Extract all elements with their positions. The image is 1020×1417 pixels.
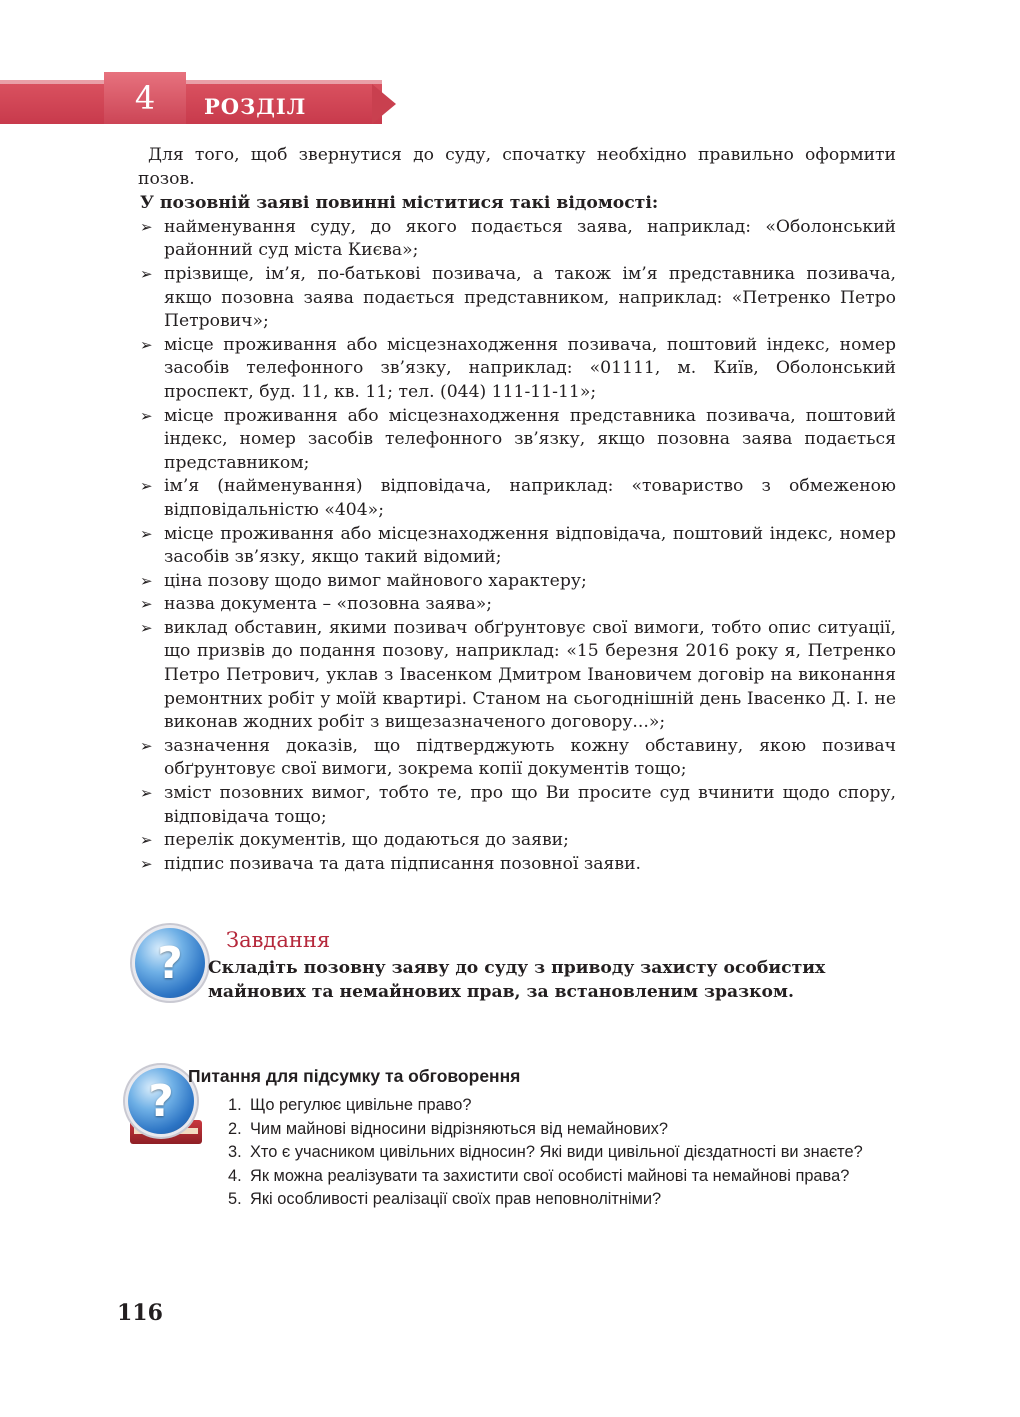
- list-item: ➢ місце проживання або місцезнаходження відповідача, поштовий індекс, номер засобів зв’язку, якщо такий відомий;: [140, 523, 896, 568]
- arrow-bullet-icon: ➢: [140, 618, 153, 637]
- arrow-bullet-icon: ➢: [140, 406, 153, 425]
- question-globe-on-book-icon: ?: [128, 1068, 194, 1134]
- question-item: [228, 1141, 888, 1165]
- task-text: Складіть позовну заяву до суду з приводу захисту особистих майнових та немайнових прав, за встановленим зразком.: [208, 958, 826, 1002]
- question-number: 5.: [228, 1190, 242, 1209]
- intro-paragraph: Для того, щоб звернутися до суду, спочатку необхідно правильно оформити позов.: [138, 145, 896, 189]
- requirements-list: [138, 216, 896, 877]
- arrow-bullet-icon: ➢: [140, 736, 153, 755]
- chapter-ribbon: [0, 84, 382, 124]
- question-number: 2.: [228, 1119, 242, 1138]
- arrow-bullet-icon: ➢: [140, 264, 153, 283]
- list-item: ➢ прізвище, ім’я, по-батькові позивача, а також ім’я представника позивача, якщо позовна заява подається представником, наприклад: «Петренко Петро Петрович»;: [140, 263, 896, 332]
- chapter-number: 4: [134, 79, 156, 117]
- questions-title: Питання для підсумку та обговорення: [188, 1066, 521, 1086]
- arrow-bullet-icon: ➢: [140, 784, 153, 803]
- list-item: ➢ зміст позовних вимог, тобто те, про що Ви просите суд вчинити щодо спору, відповідача тощо;: [140, 783, 896, 827]
- question-number: 4.: [228, 1166, 242, 1185]
- arrow-bullet-icon: ➢: [140, 477, 153, 496]
- list-item: ➢ виклад обставин, якими позивач обґрунтовує свої вимоги, тобто опис ситуації, що призвів до подання позову, наприклад: «15 березня 2016 року я, Петренко Петро Петрович, уклав з Івасенком Дмитром Івановичем договір на виконання ремонтних робіт у моїй квартирі. Станом на сьогоднішній день Івасенко Д. І. не виконав жодних робіт з вищезазначеного договору...»;: [140, 617, 896, 733]
- arrow-bullet-icon: ➢: [140, 524, 153, 543]
- question-item: [228, 1165, 888, 1189]
- list-item: ➢ назва документа – «позовна заява»;: [138, 593, 896, 617]
- arrow-bullet-icon: ➢: [140, 854, 153, 873]
- list-item: ➢ найменування суду, до якого подається заява, наприклад: «Оболонський районний суд міста Києва»;: [140, 216, 896, 261]
- arrow-bullet-icon: ➢: [140, 595, 153, 614]
- question-text: Чим майнові відносини відрізняються від немайнових?: [250, 1119, 668, 1138]
- arrow-bullet-icon: ➢: [140, 335, 153, 354]
- question-number: 3.: [228, 1143, 242, 1162]
- question-item: [228, 1188, 888, 1212]
- list-item: ➢ ціна позову щодо вимог майнового характеру;: [138, 570, 896, 594]
- question-text: Що регулює цивільне право?: [250, 1096, 472, 1114]
- list-item: ➢ підпис позивача та дата підписання позовної заяви.: [138, 853, 896, 877]
- list-item: ➢ перелік документів, що додаються до заяви;: [138, 829, 896, 853]
- arrow-bullet-icon: ➢: [140, 831, 153, 850]
- list-item: ➢ місце проживання або місцезнаходження позивача, поштовий індекс, номер засобів телефонного зв’язку, наприклад: «01111, м. Київ, Оболонський проспект, буд. 11, кв. 11; тел. (044) 111-11-11»;: [140, 334, 896, 402]
- question-globe-icon: ?: [135, 928, 205, 998]
- task-title: Завдання: [226, 928, 331, 952]
- list-item: ➢ зазначення доказів, що підтверджують кожну обставину, якою позивач обґрунтовує свої вимоги, зокрема копії документів тощо;: [140, 735, 896, 780]
- list-item: ➢ місце проживання або місцезнаходження представника позивача, поштовий індекс, номер засобів телефонного зв’язку, якщо позовна заява подається представником;: [140, 405, 896, 473]
- question-text: Хто є учасником цивільних відносин? Які види цивільної дієздатності ви знаєте?: [250, 1143, 863, 1162]
- question-text: Як можна реалізувати та захистити свої особисті майнові та немайнові права?: [250, 1166, 850, 1185]
- chapter-ribbon-arrow: [372, 84, 396, 124]
- arrow-bullet-icon: ➢: [140, 217, 153, 236]
- question-item: [228, 1118, 888, 1142]
- list-item: ➢ ім’я (найменування) відповідача, наприклад: «товариство з обмеженою відповідальністю «404»;: [140, 476, 896, 520]
- chapter-title: РОЗДІЛ: [204, 94, 307, 119]
- requirements-heading: У позовній заяві повинні міститися такі відомості:: [140, 193, 659, 214]
- questions-list: [228, 1094, 888, 1212]
- question-text: Які особливості реалізації своїх прав неповнолітніми?: [250, 1190, 662, 1209]
- question-item: [228, 1094, 888, 1118]
- arrow-bullet-icon: ➢: [140, 571, 153, 590]
- main-text: [138, 144, 896, 876]
- page-number: 116: [117, 1300, 163, 1326]
- chapter-number-box: [104, 72, 186, 124]
- question-number: 1.: [228, 1096, 242, 1114]
